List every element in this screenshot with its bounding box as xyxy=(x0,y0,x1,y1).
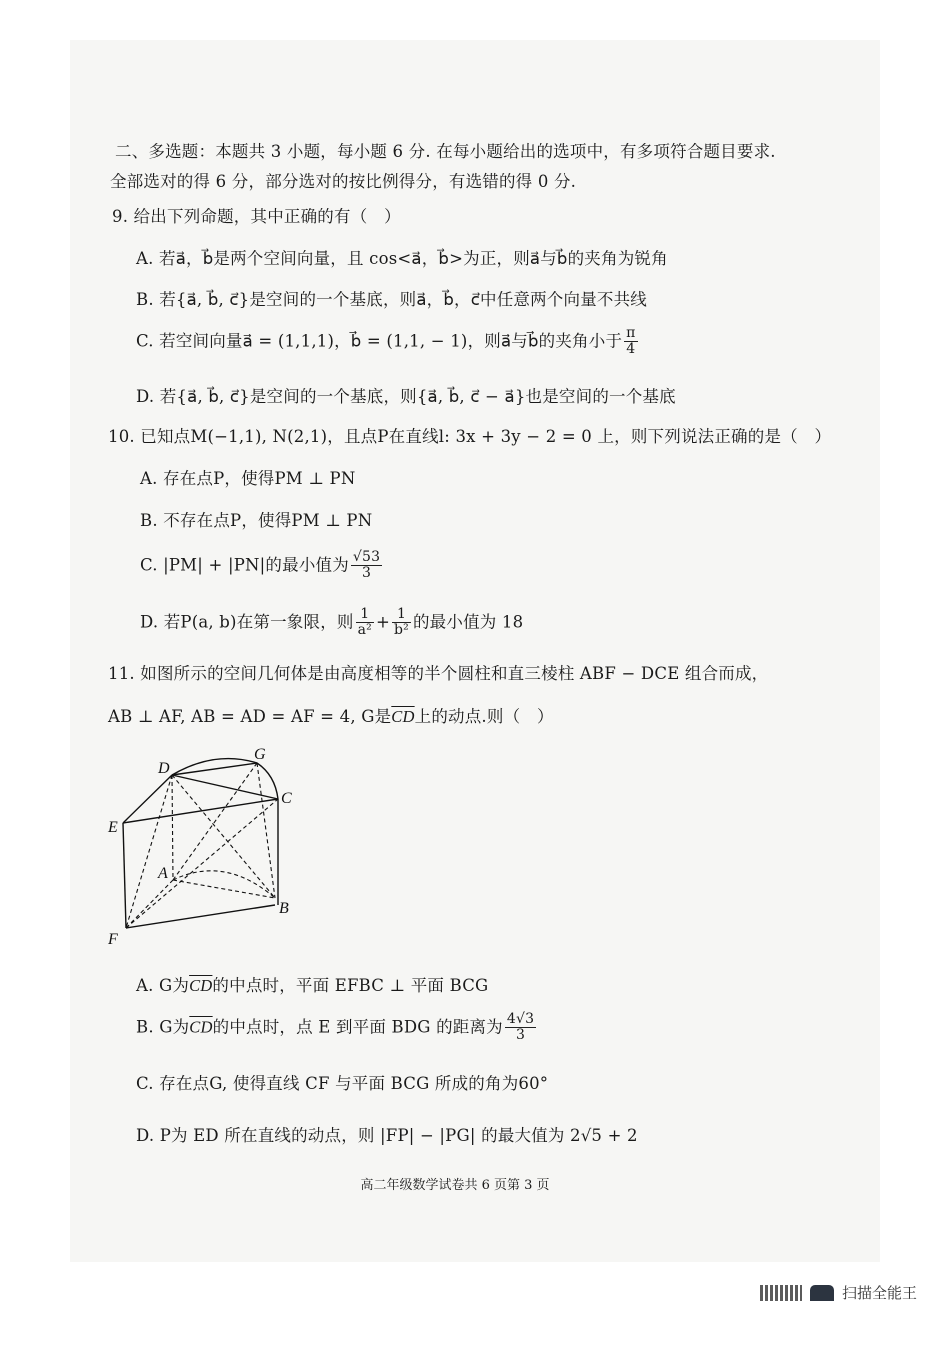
denominator: 4 xyxy=(626,341,636,358)
text: B. G为 xyxy=(136,1017,190,1037)
q11-option-a xyxy=(136,972,488,996)
label-b: B xyxy=(279,900,289,917)
fraction xyxy=(356,607,374,639)
text: A. G为 xyxy=(136,976,190,995)
section-header: 二、多选题：本题共 3 小题，每小题 6 分. 在每小题给出的选项中，有多项符合题目要求. xyxy=(115,142,776,161)
q10-option-c-text: C. |PM| + |PN|的最小值为 xyxy=(140,555,349,575)
label-a: A xyxy=(158,865,168,882)
camscanner-logo-icon xyxy=(810,1285,834,1301)
fraction xyxy=(505,1012,536,1044)
q9-option-d: D. 若{a⃗, b⃗, c⃗}是空间的一个基底，则{a⃗, b⃗, c⃗ − a⃗}也是空间的一个基底 xyxy=(136,387,676,406)
q9-option-a: A. 若a⃗，b⃗是两个空间向量，且 cos<a⃗，b⃗>为正，则a⃗与b⃗的夹角为锐角 xyxy=(136,249,668,268)
denominator: 3 xyxy=(516,1027,526,1044)
q10-stem: 10. 已知点M(−1,1), N(2,1)，且点P在直线l: 3x + 3y − 2 = 0 上，则下列说法正确的是（ ） xyxy=(108,427,832,446)
q9-option-c-text: C. 若空间向量a⃗ = (1,1,1)，b⃗ = (1,1, − 1)，则a⃗与b⃗的夹角小于 xyxy=(136,331,623,351)
q10-option-d-suffix: 的最小值为 18 xyxy=(412,612,524,632)
numerator: 4√3 xyxy=(506,1011,535,1027)
q10-option-b: B. 不存在点P，使得PM ⊥ PN xyxy=(140,511,373,530)
denominator: b² xyxy=(394,622,409,639)
q10-option-d xyxy=(140,607,523,639)
q11-stem-line2 xyxy=(108,703,554,727)
q10-option-a: A. 存在点P，使得PM ⊥ PN xyxy=(140,469,356,488)
q11-option-c: C. 存在点G, 使得直线 CF 与平面 BCG 所成的角为60° xyxy=(136,1074,549,1093)
numerator: 1 xyxy=(392,607,411,623)
label-c: C xyxy=(281,790,292,807)
text: AB ⊥ AF, AB = AD = AF = 4, G是 xyxy=(108,707,392,726)
q10-option-d-text: D. 若P(a, b)在第一象限，则 xyxy=(140,612,354,632)
geometry-figure xyxy=(100,740,310,950)
qr-code-icon xyxy=(760,1285,802,1301)
fraction xyxy=(351,550,382,582)
label-f: F xyxy=(108,931,118,948)
text: 的中点时，平面 EFBC ⊥ 平面 BCG xyxy=(212,976,489,995)
plus-sign: + xyxy=(375,612,390,632)
label-e: E xyxy=(108,819,118,836)
arc-cd: $\overline{CD}$ xyxy=(189,1017,213,1037)
q9-option-b: B. 若{a⃗, b⃗, c⃗}是空间的一个基底，则a⃗，b⃗，c⃗中任意两个向量不共线 xyxy=(136,290,648,309)
q9-option-c xyxy=(136,326,640,358)
camscanner-watermark xyxy=(760,1282,917,1303)
numerator: 1 xyxy=(356,607,374,623)
numerator: √53 xyxy=(352,549,381,565)
fraction xyxy=(392,607,411,639)
section-instructions: 全部选对的得 6 分，部分选对的按比例得分，有选错的得 0 分. xyxy=(110,172,577,191)
text: 的中点时，点 E 到平面 BDG 的距离为 xyxy=(212,1017,503,1037)
numerator: π xyxy=(626,325,636,341)
denominator: 3 xyxy=(362,565,372,582)
label-d: D xyxy=(158,760,170,777)
q11-option-b xyxy=(136,1012,538,1044)
text: 上的动点.则（ ） xyxy=(414,707,554,726)
q11-option-d: D. P为 ED 所在直线的动点，则 |FP| − |PG| 的最大值为 2√5 + 2 xyxy=(136,1126,638,1145)
denominator: a² xyxy=(357,622,372,639)
fraction xyxy=(624,326,637,358)
watermark-text: 扫描全能王 xyxy=(842,1284,918,1302)
arc-cd: $\overline{CD}$ xyxy=(189,976,213,995)
q11-stem-line1: 11. 如图所示的空间几何体是由高度相等的半个圆柱和直三棱柱 ABF − DCE 组合而成， xyxy=(108,664,769,683)
q9-stem: 9. 给出下列命题，其中正确的有（ ） xyxy=(112,207,401,226)
arc-cd: $\overline{CD}$ xyxy=(391,707,415,726)
label-g: G xyxy=(254,746,266,763)
page-footer: 高二年级数学试卷共 6 页第 3 页 xyxy=(360,1178,550,1193)
q10-option-c xyxy=(140,550,384,582)
